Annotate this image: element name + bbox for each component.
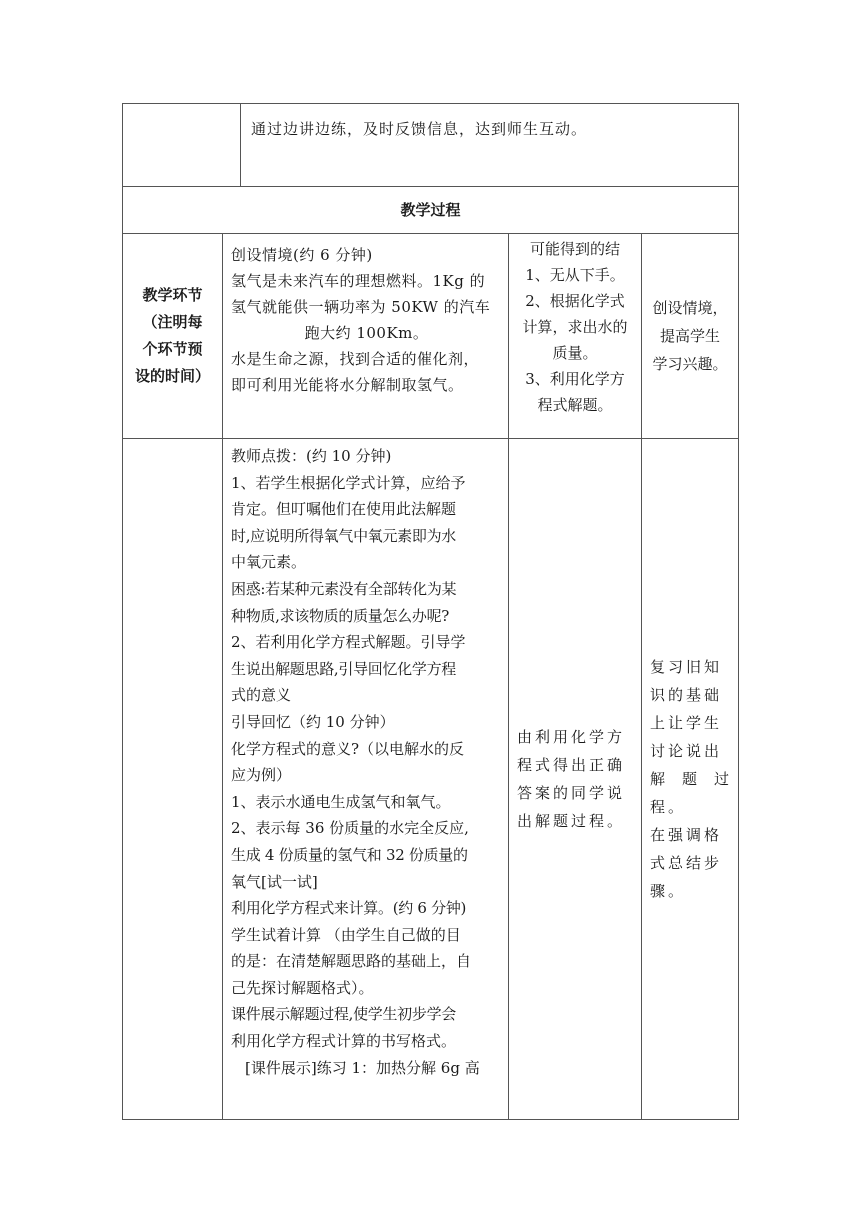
text-line: 跑大约 100Km。 <box>304 324 429 342</box>
text-line: 识的基础 <box>650 686 723 704</box>
text-line: 1、若学生根据化学式计算，应给予 <box>231 473 466 492</box>
lesson-plan-table <box>122 103 739 1120</box>
text-line: 利用化学方程式来计算。(约 6 分钟) <box>231 899 467 918</box>
text-line: 水是生命之源，找到合适的催化剂， <box>231 350 480 368</box>
guidance-teacher-activity <box>223 439 509 1120</box>
text-line: 质量。 <box>552 344 598 362</box>
text-line: 困惑:若某种元素没有全部转化为某 <box>231 579 457 598</box>
text-line: 复习旧知 <box>650 658 723 676</box>
label-line: 个环节预 <box>142 340 203 358</box>
text-line: 化学方程式的意义?（以电解水的反 <box>231 739 465 758</box>
text-line: 课件展示解题过程,使学生初步学会 <box>231 1005 456 1024</box>
teaching-method-label-cell <box>123 104 241 187</box>
text-line: 可能得到的结 <box>529 240 620 258</box>
text-line: 程式解题。 <box>537 396 613 414</box>
text-line: 在强调格 <box>650 826 723 844</box>
text-line: 学习兴趣。 <box>652 355 728 373</box>
text-line: 氢气是未来汽车的理想燃料。1Kg 的 <box>231 272 486 290</box>
text-line: 答案的同学说 <box>517 784 626 802</box>
section-header-row <box>123 187 739 234</box>
text-line: 解题过程。 <box>650 770 733 816</box>
teaching-method-text: 通过边讲边练，及时反馈信息，达到师生互动。 <box>241 104 739 187</box>
text-line: 肯定。但叮嘱他们在使用此法解题 <box>231 500 457 519</box>
text-line: 骤。 <box>650 882 687 900</box>
text-line: 由利用化学方 <box>517 728 626 746</box>
text-line: 2、根据化学式 <box>525 292 625 310</box>
text-line: 生说出解题思路,引导回忆化学方程 <box>231 659 456 678</box>
text-line: 上让学生 <box>650 714 723 732</box>
text-line: [课件展示]练习 1：加热分解 6g 高 <box>245 1058 480 1077</box>
guidance-design-intent <box>642 439 739 1120</box>
intro-design-intent <box>642 234 739 439</box>
section-title: 教学过程 <box>123 187 739 234</box>
text-line: 利用化学方程式计算的书写格式。 <box>231 1032 457 1051</box>
text-line: 的是：在清楚解题思路的基础上，自 <box>231 952 472 971</box>
text-line: 教师点拨：(约 10 分钟) <box>231 447 392 465</box>
text-line: 创设情境(约 6 分钟) <box>231 246 373 264</box>
text-line: 引导回忆（约 10 分钟） <box>231 712 395 731</box>
text-line: 提高学生 <box>660 327 721 345</box>
text-line: 1、无从下手。 <box>525 266 625 284</box>
text-line: 讨论说出 <box>650 742 723 760</box>
teaching-method-row <box>123 104 739 187</box>
text-line: 生成 4 份质量的氢气和 32 份质量的 <box>231 845 468 864</box>
intro-student-activity <box>509 234 642 439</box>
text-line: 2、表示每 36 份质量的水完全反应, <box>231 819 469 838</box>
guidance-label-cell <box>123 439 223 1120</box>
text-line: 程式得出正确 <box>517 756 626 774</box>
text-line: 应为例） <box>231 766 292 785</box>
label-line: （注明每 <box>142 313 203 331</box>
text-line: 式总结步 <box>650 854 723 872</box>
text-line: 即可利用光能将水分解制取氢气。 <box>231 376 464 394</box>
teaching-step-label <box>123 234 223 439</box>
text-line: 2、若利用化学方程式解题。引导学 <box>231 633 466 652</box>
label-line: 设的时间） <box>134 367 210 385</box>
text-line: 创设情境， <box>652 299 728 317</box>
guidance-student-activity <box>509 439 642 1120</box>
text-line: 式的意义 <box>231 686 292 705</box>
text-line: 3、利用化学方 <box>525 370 625 388</box>
text-line: 中氧元素。 <box>231 553 307 572</box>
text-line: 己先探讨解题格式）。 <box>231 978 374 997</box>
intro-row <box>123 234 739 439</box>
intro-teacher-activity <box>223 234 509 439</box>
text-line: 氧气[试一试] <box>231 872 318 891</box>
text-line: 1、表示水通电生成氢气和氧气。 <box>231 792 451 811</box>
text-line: 学生试着计算 （由学生自己做的目 <box>231 925 461 944</box>
text-line: 种物质,求该物质的质量怎么办呢? <box>231 606 450 625</box>
text-line: 时,应说明所得氧气中氧元素即为水 <box>231 526 456 545</box>
text-line: 氢气就能供一辆功率为 50KW 的汽车 <box>231 298 491 316</box>
guidance-row <box>123 439 739 1120</box>
text-line: 出解题过程。 <box>517 812 626 830</box>
text-line: 计算，求出水的 <box>522 318 628 336</box>
label-line: 教学环节 <box>142 286 203 304</box>
